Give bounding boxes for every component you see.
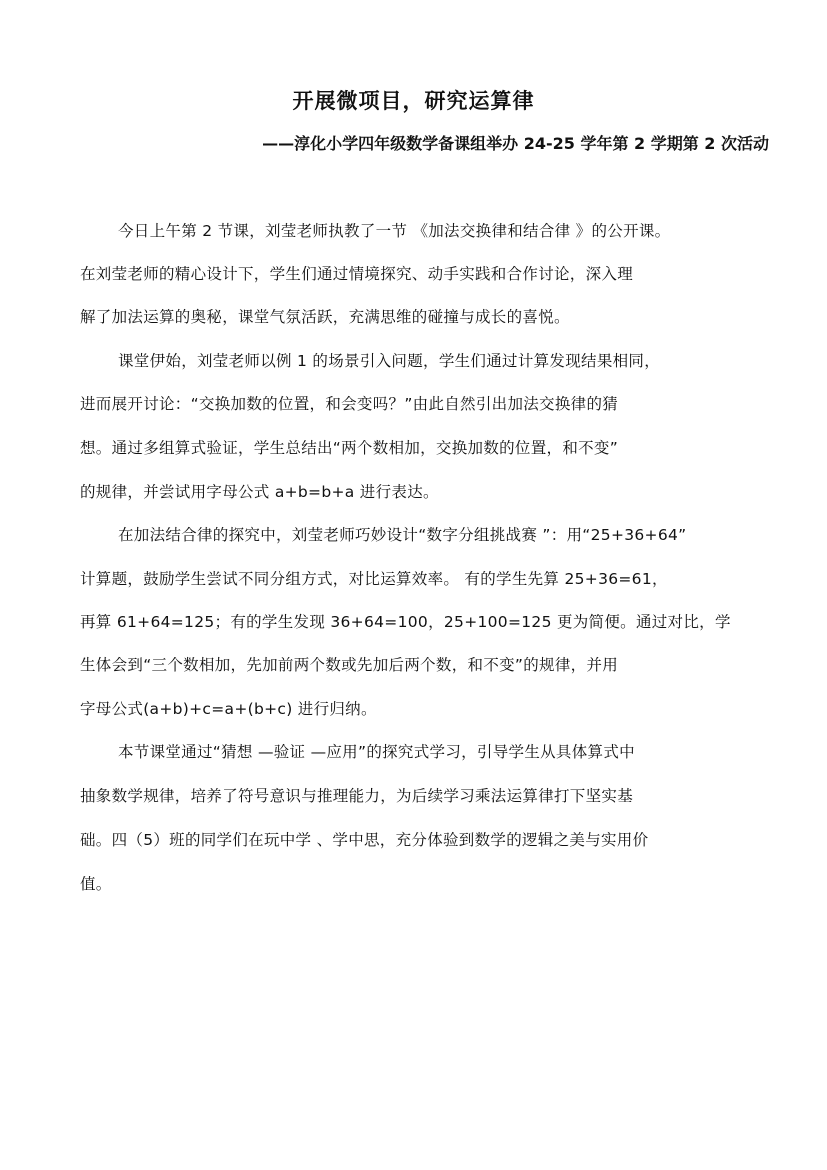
paragraph-line: 进而展开讨论：“交换加数的位置，和会变吗？”由此自然引出加法交换律的猜 (80, 395, 619, 413)
paragraph-line: 课堂伊始，刘莹老师以例 1 的场景引入问题，学生们通过计算发现结果相同， (118, 352, 661, 370)
paragraph-line: 生体会到“三个数相加，先加前两个数或先加后两个数，和不变”的规律，并用 (80, 656, 619, 674)
paragraph-line: 抽象数学规律，培养了符号意识与推理能力，为后续学习乘法运算律打下坚实基 (80, 787, 634, 805)
document-subtitle: ——淳化小学四年级数学备课组举办 24-25 学年第 2 学期第 2 次活动 (262, 134, 769, 153)
paragraph-line: 字母公式(a+b)+c=a+(b+c) 进行归纳。 (80, 700, 377, 718)
paragraph-line: 计算题，鼓励学生尝试不同分组方式，对比运算效率。 有的学生先算 25+36=61， (80, 570, 668, 588)
paragraph-line: 今日上午第 2 节课，刘莹老师执教了一节 《加法交换律和结合律 》的公开课。 (118, 222, 671, 240)
document-title: 开展微项目，研究运算律 (292, 89, 535, 113)
paragraph-line: 在刘莹老师的精心设计下，学生们通过情境探究、动手实践和合作讨论，深入理 (80, 265, 634, 283)
paragraph-line: 想。通过多组算式验证，学生总结出“两个数相加，交换加数的位置，和不变” (80, 439, 619, 457)
paragraph-line: 本节课堂通过“猜想 —验证 —应用”的探究式学习，引导学生从具体算式中 (118, 743, 635, 761)
paragraph-line: 解了加法运算的奥秘，课堂气氛活跃，充满思维的碰撞与成长的喜悦。 (80, 308, 570, 326)
paragraph-line: 的规律，并尝试用字母公式 a+b=b+a 进行表达。 (80, 483, 439, 501)
paragraph-line: 值。 (80, 875, 112, 893)
paragraph-line: 再算 61+64=125；有的学生发现 36+64=100，25+100=125 更为简便。通过对比，学 (80, 613, 731, 631)
paragraph-line: 在加法结合律的探究中，刘莹老师巧妙设计“数字分组挑战赛 ”：用“25+36+64” (118, 526, 687, 544)
paragraph-line: 础。四（5）班的同学们在玩中学 、学中思，充分体验到数学的逻辑之美与实用价 (80, 831, 649, 849)
